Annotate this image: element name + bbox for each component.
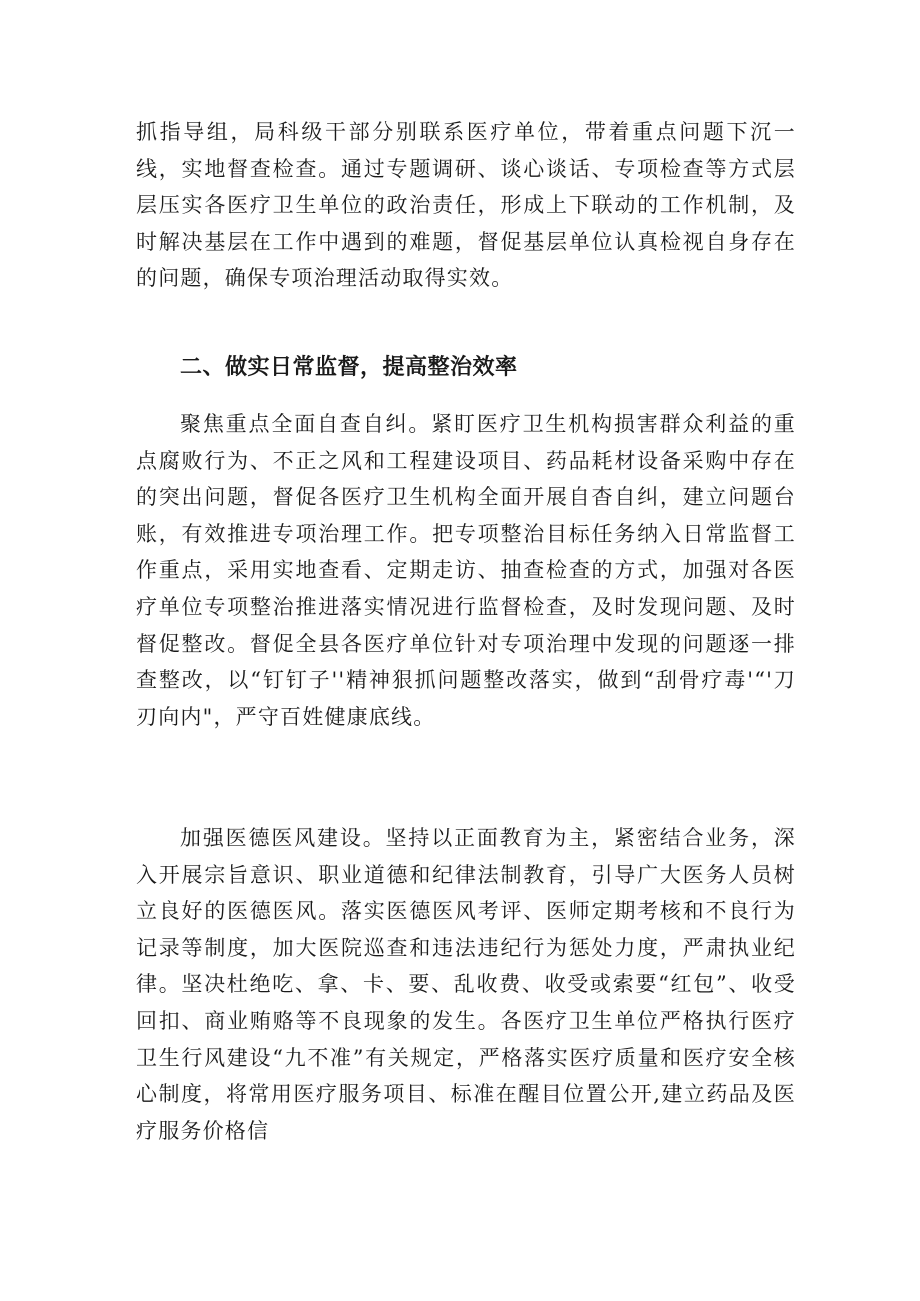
- paragraph-2: 聚焦重点全面自查自纠。紧盯医疗卫生机构损害群众利益的重点腐败行为、不正之风和工程建设项目、药品耗材设备采购中存在的突出问题，督促各医疗卫生机构全面开展自杳自纠，建立问题台账，有效推进专项治理工作。把专项整治目标任务纳入日常监督工作重点，采用实地查看、定期走访、抽查检查的方式，加强对各医疗单位专项整治推进落实情况进行监督检查，及时发现问题、及时督促整改。督促全县各医疗单位针对专项治理中发现的问题逐一排查整改，以“钉钉子''精神狠抓问题整改落实，做到“刮骨疗毒'“'刀刃向内"，严守百姓健康底线。: [136, 412, 796, 729]
- paragraph-1: 抓指导组，局科级干部分别联系医疗单位，带着重点问题下沉一线，实地督查检查。通过专题调研、谈心谈话、专项检查等方式层层压实各医疗卫生单位的政治责任，形成上下联动的工作机制，及时解决基层在工作中遇到的难题，督促基层单位认真检视自身存在的问题，确保专项治理活动取得实效。: [136, 120, 796, 291]
- section-heading-2: 二、做实日常监督，提高整治效率: [180, 355, 518, 380]
- paragraph-3: 加强医德医风建设。坚持以正面教育为主，紧密结合业务，深入开展宗旨意识、职业道德和纪律法制教育，引导广大医务人员树立良好的医德医风。落实医德医风考评、医师定期考核和不良行为记录等制度，加大医院巡查和违法违纪行为惩处力度，严肃执业纪律。坚决杜绝吃、拿、卡、要、乱收费、收受或索要“红包”、收受回扣、商业贿赂等不良现象的发生。各医疗卫生单位严格执行医疗卫生行风建设“九不准”有关规定，严格落实医疗质量和医疗安全核心制度，将常用医疗服务项目、标准在醒目位置公开,建立药品及医疗服务价格信: [136, 826, 796, 1143]
